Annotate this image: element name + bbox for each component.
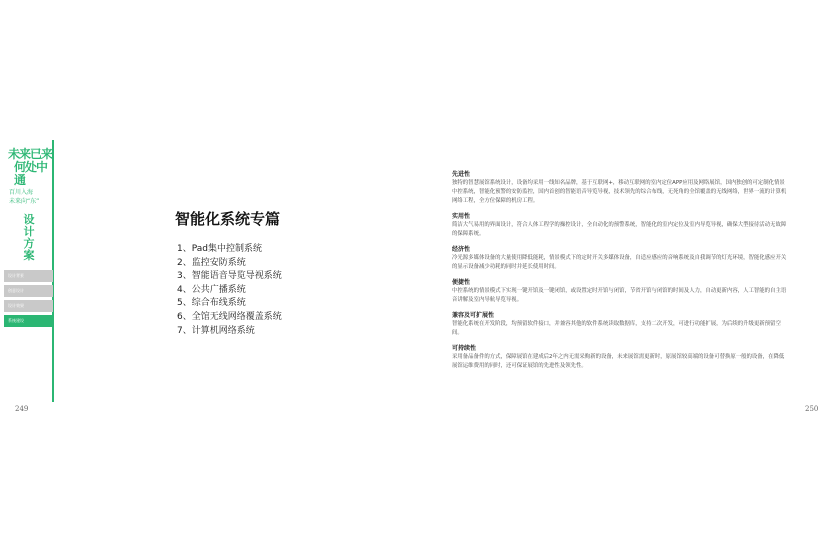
list-item: 5、综合布线系统 [177,298,246,309]
feature-body: 冷光源多媒体设备的大量使用降低能耗，情景模式下的定时开关多媒体设备，自适应感应的音响系统及自我调节的灯光环境，智能化感应开关的显示设备减少功耗的同时并延长使用时间。 [452,255,787,270]
tagline-line-2: 未来向“东” [9,198,40,205]
feature-heading: 便捷性 [452,279,471,286]
menu-item-creative-design[interactable]: 创意设计 [4,285,53,297]
feature-convenience [452,278,788,305]
list-item: 2、监控安防系统 [177,257,246,268]
feature-body: 中控系统的情景模式下实现一键开馆及一键闭馆，或设置定时开馆与闭馆，节省开馆与闭馆的时间及人力，自动更新内容，人工智能的自主语音讲解及室内导航导览导视。 [452,288,787,303]
tagline-line-1: 百川入海 [9,189,34,196]
features-column [452,170,788,377]
feature-heading: 兼容及可扩展性 [452,312,495,319]
systems-list [177,243,282,338]
list-item: 3、智能语音导览导视系统 [177,271,282,282]
feature-practicality [452,212,788,239]
list-item: 6、全馆无线网络覆盖系统 [177,311,282,322]
feature-heading: 先进性 [452,171,471,178]
feature-economy [452,245,788,272]
brand-logo [8,148,52,187]
list-item: 1、Pad集中控制系统 [177,244,262,254]
list-item: 4、公共广播系统 [177,284,246,295]
section-vertical-title: 设计方案 [23,213,35,262]
menu-item-background[interactable]: 设计背景 [4,270,53,282]
feature-body: 采用备品备件的方式，保障展馆在建成后2年之内无需采购新的设备，未来展馆需更新时，原展馆较高端的设备可替换原一般的设备，在降低展馆运维费用的同时，还可保证展馆的先进性及领先性。 [452,354,785,369]
sidebar [0,140,56,410]
feature-heading: 经济性 [452,246,471,253]
tagline [9,188,39,206]
feature-body: 独特的智慧展馆系统设计，设备均采用一线知名品牌，基于互联网+，移动互联网的室内定位APP应用及网络展馆，国内独创的可定制化情景中控系统，智能化预警的安防监控，国内首创的智能语音导览导视，技术领先的综合布线，无死角的全馆覆盖的无线网络，世界一流的计算机网络工程，全方位保障的机房工程。 [452,180,787,204]
logo-line-1: 未来已来 [8,147,53,161]
logo-line-2: 何处中通 [14,160,48,187]
feature-compatibility [452,311,788,338]
menu-item-design-effect[interactable]: 设计效果 [4,300,53,312]
page-title: 智能化系统专篇 [175,210,281,228]
page-number-right: 250 [805,405,819,413]
section-menu [4,270,53,330]
feature-body: 简洁大气易用的界面设计，符合人体工程学的操控设计，全自动化的预警系统，智能化的室内定位及室内导览导视，确保大型接待活动无故障的保障系统。 [452,222,787,237]
menu-item-system-construction[interactable]: 系统建设 [4,315,53,327]
feature-advanced [452,170,788,206]
page-number-left: 249 [15,405,29,413]
feature-body: 智能化系统在开发阶段，均预留软件接口，并兼容其他的软件系统读取数据库，支持二次开发，可进行功能扩展，为后续的升级更新预留空间。 [452,321,781,336]
list-item: 7、计算机网络系统 [177,325,255,336]
feature-heading: 实用性 [452,213,471,220]
feature-sustainability [452,344,788,371]
feature-heading: 可持续性 [452,345,477,352]
